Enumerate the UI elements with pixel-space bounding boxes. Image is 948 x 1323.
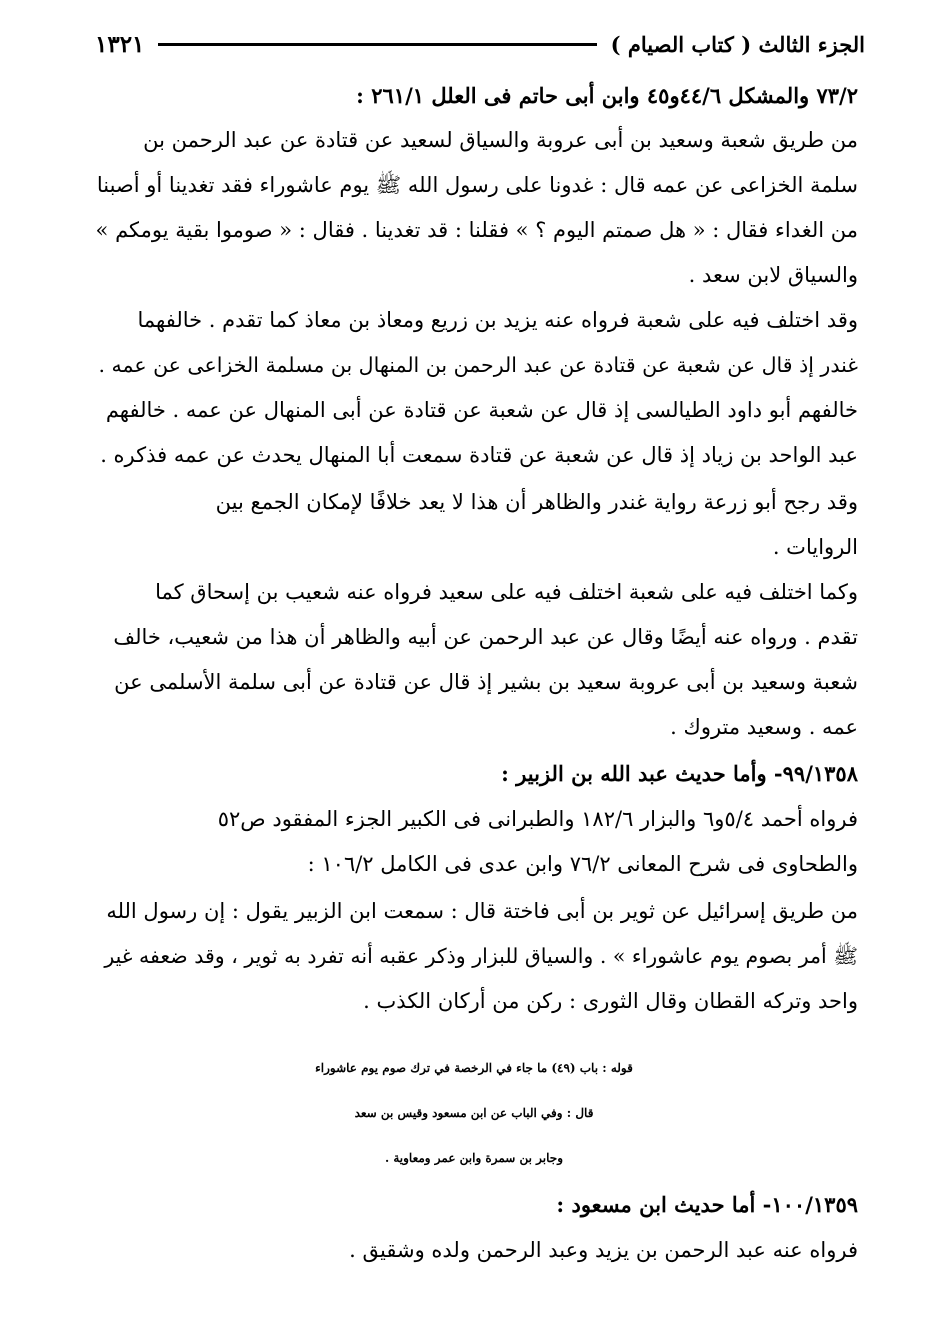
text-line: ﷺ أمر بصوم يوم عاشوراء » . والسياق للبزار وذكر عقبه أنه تفرد به ثوير ، وقد ضعفه غير <box>104 944 858 968</box>
text-line: ٧٣/٢ والمشكل ٤٤/٦و٤٥ وابن أبى حاتم فى العلل ٢٦١/١ : <box>356 83 858 108</box>
text-line: تقدم . ورواه عنه أيضًا وقال عن عبد الرحمن عن أبيه والظاهر أن هذا من شعيب، خالف <box>113 625 858 649</box>
hadith-heading: ٩٩/١٣٥٨- وأما حديث عبد الله بن الزبير : <box>501 761 858 786</box>
chapter-subheading: وجابر بن سمرة وابن عمر ومعاوية . <box>384 1151 563 1165</box>
hadith-heading: ١٠٠/١٣٥٩- أما حديث ابن مسعود : <box>556 1192 858 1217</box>
page-number: ١٣٢١ <box>95 30 145 58</box>
text-line: خالفهم أبو داود الطيالسى إذ قال عن شعبة عن قتادة عن أبى المنهال عن عمه . خالفهم <box>105 398 858 422</box>
text-line: وقد رجح أبو زرعة رواية غندر والظاهر أن هذا لا يعد خلافًا لإمكان الجمع بين <box>215 490 858 514</box>
header-rule <box>158 43 596 46</box>
chapter-heading: قوله : باب (٤٩) ما جاء في الرخصة في ترك صوم يوم عاشوراء <box>315 1061 633 1075</box>
text-line: من طريق إسرائيل عن ثوير بن أبى فاختة قال : سمعت ابن الزبير يقول : إن رسول الله <box>106 899 858 923</box>
page-header <box>95 22 865 66</box>
text-line: فرواه أحمد ٥/٤و٦ والبزار ١٨٢/٦ والطبرانى فى الكبير الجزء المفقود ص٥٢ <box>217 807 858 831</box>
text-line: من طريق شعبة وسعيد بن أبى عروبة والسياق لسعيد عن قتادة عن عبد الرحمن بن <box>143 128 858 152</box>
text-line: وكما اختلف فيه على شعبة اختلف فيه على سعيد فرواه عنه شعيب بن إسحاق كما <box>155 580 858 604</box>
text-line: سلمة الخزاعى عن عمه قال : غدونا على رسول الله ﷺ يوم عاشوراء فقد تغدينا أو أصبنا <box>96 173 858 197</box>
text-line: من الغداء فقال : « هل صمتم اليوم ؟ » فقلنا : قد تغدينا . فقال : « صوموا بقية يومكم » <box>95 218 858 242</box>
running-title: الجزء الثالث ( كتاب الصيام ) <box>610 31 865 57</box>
text-line: عمه . وسعيد متروك . <box>670 715 858 739</box>
text-line: واحد وتركه القطان وقال الثورى : ركن من أركان الكذب . <box>363 989 858 1013</box>
text-line: عبد الواحد بن زياد إذ قال عن شعبة عن قتادة سمعت أبا المنهال يحدث عن عمه فذكره . <box>100 443 858 467</box>
text-line: شعبة وسعيد بن أبى عروبة سعيد بن بشير إذ قال عن قتادة عن أبى سلمة الأسلمى عن <box>114 670 858 694</box>
text-line: فرواه عنه عبد الرحمن بن يزيد وعبد الرحمن ولده وشقيق . <box>349 1238 858 1262</box>
text-line: والطحاوى فى شرح المعانى ٧٦/٢ وابن عدى فى الكامل ١٠٦/٢ : <box>307 852 858 876</box>
text-line: الروايات . <box>772 535 858 559</box>
text-line: وقد اختلف فيه على شعبة فرواه عنه يزيد بن زريع ومعاذ بن معاذ كما تقدم . خالفهما <box>137 308 858 332</box>
text-line: والسياق لابن سعد . <box>688 263 858 287</box>
text-line: غندر إذ قال عن شعبة عن قتادة عن عبد الرحمن بن المنهال بن مسلمة الخزاعى عن عمه . <box>98 353 858 377</box>
chapter-subheading: قال : وفي الباب عن ابن مسعود وقيس بن سعد <box>354 1106 594 1120</box>
